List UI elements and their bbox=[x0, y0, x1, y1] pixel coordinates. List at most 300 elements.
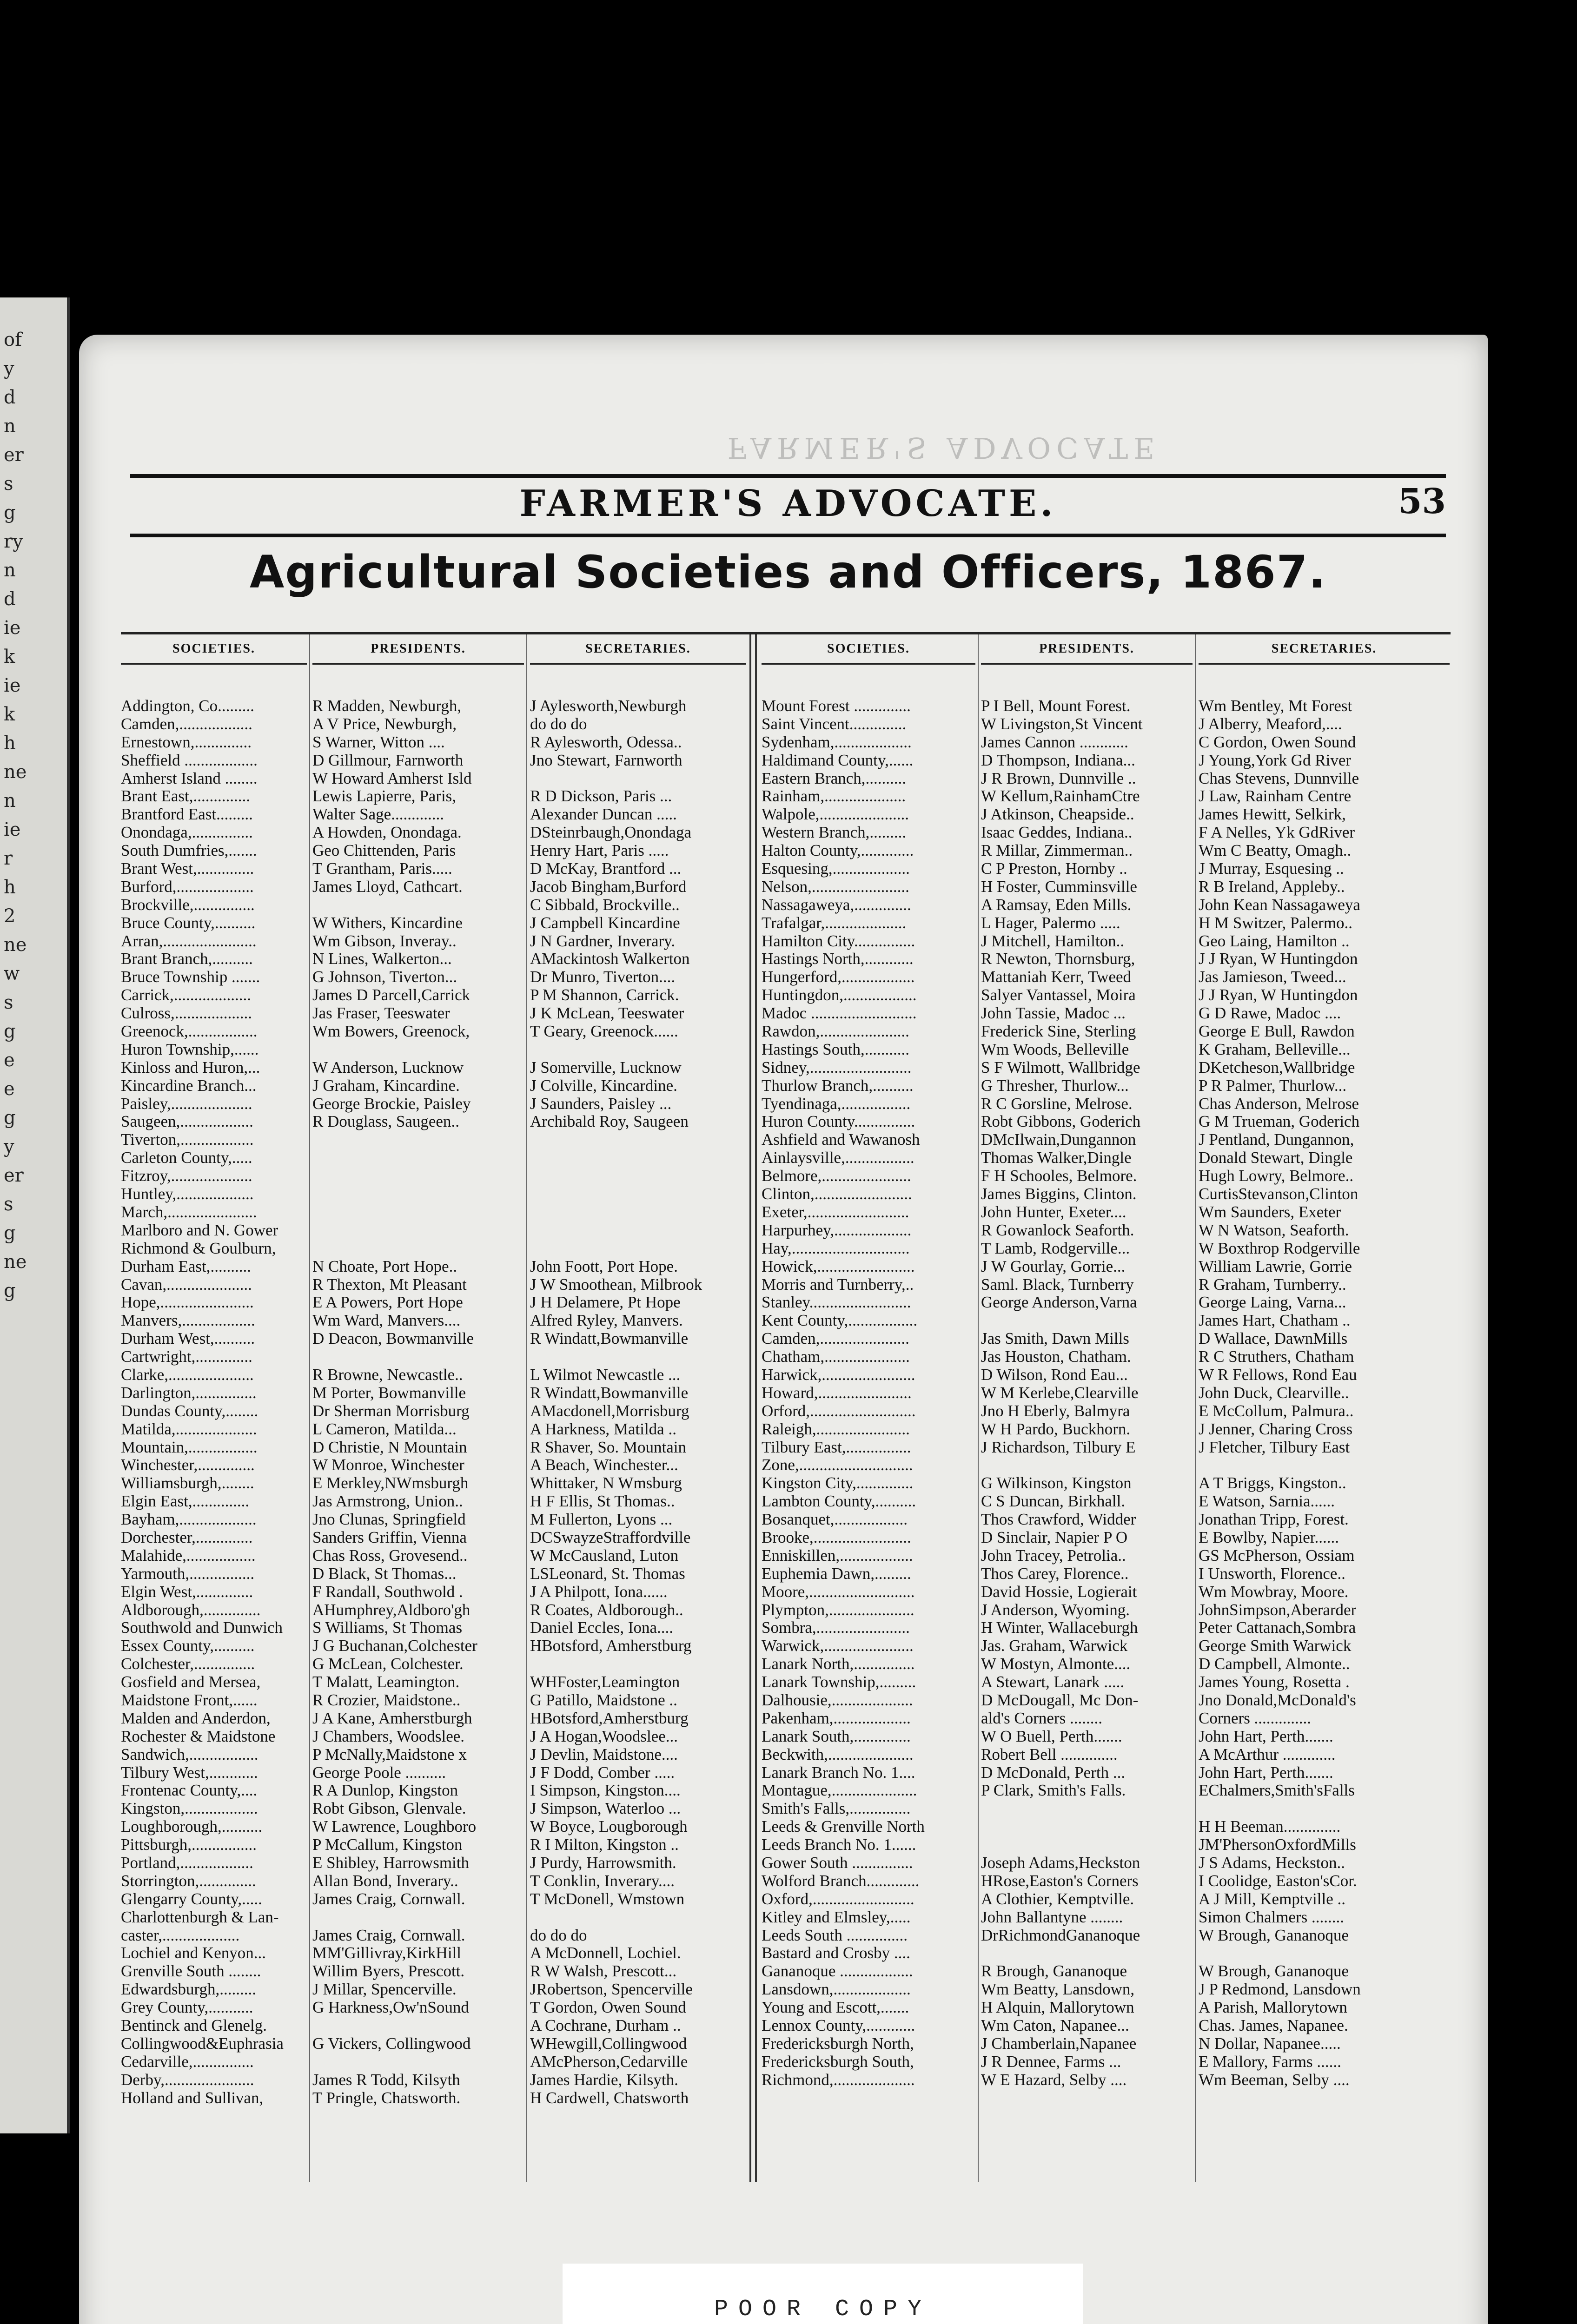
society-name: Warwick,...................... bbox=[762, 1637, 914, 1655]
society-name: Brant Branch,.......... bbox=[121, 950, 253, 968]
secretary-name: R Coates, Aldborough.. bbox=[530, 1600, 683, 1619]
president-name: A Clothier, Kemptville. bbox=[981, 1889, 1134, 1908]
left-presidents-column bbox=[312, 634, 524, 2182]
strip-fragment: er bbox=[4, 444, 24, 466]
president-name: D McDonald, Perth ... bbox=[981, 1763, 1126, 1782]
president-name: Frederick Sine, Sterling bbox=[981, 1022, 1136, 1041]
secretary-name: Simon Chalmers ........ bbox=[1199, 1908, 1345, 1926]
secretary-name: A Beach, Winchester... bbox=[530, 1456, 678, 1474]
secretary-name bbox=[530, 1041, 746, 1059]
secretary-name: Jno Stewart, Farnworth bbox=[530, 751, 682, 769]
secretary-name: D Campbell, Almonte.. bbox=[1199, 1655, 1350, 1673]
president-name: R Browne, Newcastle.. bbox=[312, 1365, 463, 1384]
society-name: Colchester,............... bbox=[121, 1655, 255, 1673]
secretary-name: George E Bull, Rawdon bbox=[1199, 1022, 1355, 1041]
secretary-name: HBotsford,Amherstburg bbox=[530, 1709, 689, 1727]
president-name: J R Dennee, Farms ... bbox=[981, 2052, 1121, 2071]
strip-fragment: g bbox=[4, 1021, 16, 1042]
president-name: Wm Bowers, Greenock, bbox=[312, 1022, 470, 1041]
society-name: Lanark South,.............. bbox=[762, 1727, 911, 1745]
society-name: Amherst Island ........ bbox=[121, 769, 258, 787]
secretary-name bbox=[530, 1185, 746, 1203]
secretary-name: A T Briggs, Kingston.. bbox=[1199, 1474, 1346, 1492]
page-header bbox=[130, 474, 1446, 537]
society-name: Ashfield and Wawanosh bbox=[762, 1130, 920, 1149]
society-name: Cartwright,.............. bbox=[121, 1347, 252, 1366]
society-name: Bosanquet,.................. bbox=[762, 1510, 908, 1529]
society-name: Hungerford,.................. bbox=[762, 968, 915, 986]
society-name: Pittsburgh,................ bbox=[121, 1835, 257, 1854]
president-name: W Monroe, Winchester bbox=[312, 1456, 464, 1474]
secretary-name: W McCausland, Luton bbox=[530, 1546, 679, 1565]
secretary-name: James Young, Rosetta . bbox=[1199, 1673, 1350, 1691]
secretary-name: Alexander Duncan ..... bbox=[530, 805, 677, 824]
president-name: AHumphrey,Aldboro'gh bbox=[312, 1600, 470, 1619]
society-name: Arran,....................... bbox=[121, 931, 257, 950]
president-name: T Grantham, Paris..... bbox=[312, 859, 452, 878]
president-name: G Wilkinson, Kingston bbox=[981, 1474, 1132, 1492]
poor-copy-stamp: POOR COPY bbox=[563, 2264, 1083, 2324]
society-name: Rochester & Maidstone bbox=[121, 1727, 276, 1745]
president-name: Thomas Walker,Dingle bbox=[981, 1149, 1132, 1167]
society-name: Harpurhey,................... bbox=[762, 1221, 912, 1239]
secretary-name: W Brough, Gananoque bbox=[1199, 1962, 1349, 1981]
society-name: Harwick,....................... bbox=[762, 1365, 915, 1384]
president-name: Jno Clunas, Springfield bbox=[312, 1510, 466, 1529]
secretary-name: R D Dickson, Paris ... bbox=[530, 787, 672, 805]
president-name: John Hunter, Exeter.... bbox=[981, 1202, 1126, 1221]
strip-fragment: n bbox=[4, 416, 16, 437]
society-name: Plympton,..................... bbox=[762, 1600, 914, 1619]
society-name: Leeds Branch No. 1...... bbox=[762, 1835, 916, 1854]
society-name: Maidstone Front,...... bbox=[121, 1690, 258, 1709]
society-name: Fredericksburgh South, bbox=[762, 2052, 914, 2071]
secretary-name: J W Smoothean, Milbrook bbox=[530, 1275, 702, 1294]
president-name bbox=[312, 896, 524, 914]
president-name: Jas Houston, Chatham. bbox=[981, 1347, 1131, 1366]
president-name bbox=[981, 1456, 1193, 1474]
society-name: Durham East,.......... bbox=[121, 1257, 251, 1275]
strip-fragment: k bbox=[4, 646, 15, 667]
president-name: James Lloyd, Cathcart. bbox=[312, 877, 463, 896]
secretary-name: EChalmers,Smith'sFalls bbox=[1199, 1781, 1355, 1800]
strip-fragment: d bbox=[4, 588, 16, 610]
strip-fragment: er bbox=[4, 1165, 24, 1186]
secretary-name: JRobertson, Spencerville bbox=[530, 1980, 693, 1999]
society-name: Onondaga,............... bbox=[121, 823, 253, 842]
secretary-name: A Harkness, Matilda .. bbox=[530, 1419, 676, 1438]
society-name: Bastard and Crosby .... bbox=[762, 1944, 910, 1962]
column-divider bbox=[1195, 634, 1196, 2182]
secretary-name bbox=[1199, 1944, 1450, 1962]
secretary-name: J P Redmond, Lansdown bbox=[1199, 1980, 1361, 1999]
strip-fragment: ie bbox=[4, 617, 21, 639]
president-name: T Lamb, Rodgerville... bbox=[981, 1239, 1130, 1257]
society-name: Darlington,............... bbox=[121, 1383, 257, 1402]
society-name: Rawdon,...................... bbox=[762, 1022, 909, 1041]
society-name: Halton County,............. bbox=[762, 841, 914, 860]
secretary-name: G Patillo, Maidstone .. bbox=[530, 1690, 677, 1709]
strip-fragment: ne bbox=[4, 761, 27, 783]
secretary-name bbox=[530, 1348, 746, 1366]
society-name: Collingwood&Euphrasia bbox=[121, 2034, 284, 2053]
society-name: Derby,...................... bbox=[121, 2070, 254, 2089]
president-name bbox=[312, 1240, 524, 1258]
president-name: G Harkness,Ow'nSound bbox=[312, 1998, 469, 2017]
society-name: Dundas County,........ bbox=[121, 1401, 258, 1420]
society-name: Pakenham,................... bbox=[762, 1709, 911, 1727]
secretary-name: A Parish, Mallorytown bbox=[1199, 1998, 1347, 2017]
secretary-name: C Gordon, Owen Sound bbox=[1199, 733, 1356, 751]
president-name bbox=[312, 1908, 524, 1927]
society-name: Cavan,..................... bbox=[121, 1275, 252, 1294]
society-name: Richmond,.................... bbox=[762, 2070, 915, 2089]
secretary-name: Archibald Roy, Saugeen bbox=[530, 1112, 689, 1131]
president-name: James R Todd, Kilsyth bbox=[312, 2070, 460, 2089]
secretary-name: A J Mill, Kemptville .. bbox=[1199, 1889, 1345, 1908]
secretary-name: Wm Bentley, Mt Forest bbox=[1199, 697, 1352, 715]
society-name: Huron County............... bbox=[762, 1112, 915, 1131]
society-name: Dalhousie,.................... bbox=[762, 1690, 913, 1709]
secretary-name: W Boyce, Lougborough bbox=[530, 1817, 688, 1836]
president-name: J Mitchell, Hamilton.. bbox=[981, 931, 1125, 950]
society-name: Yarmouth,................ bbox=[121, 1564, 255, 1583]
society-name: Walpole,...................... bbox=[762, 805, 909, 824]
president-name: R Millar, Zimmerman.. bbox=[981, 841, 1133, 860]
secretary-name: John Duck, Clearville.. bbox=[1199, 1383, 1349, 1402]
secretary-name: R Windatt,Bowmanville bbox=[530, 1383, 689, 1402]
secretary-name: Wm C Beatty, Omagh.. bbox=[1199, 841, 1352, 860]
president-name: George Poole .......... bbox=[312, 1763, 446, 1782]
president-name: David Hossie, Logierait bbox=[981, 1582, 1137, 1601]
society-name: Zone,............................ bbox=[762, 1456, 913, 1474]
secretary-name: T Gordon, Owen Sound bbox=[530, 1998, 686, 2017]
strip-fragment: w bbox=[4, 963, 20, 984]
center-double-rule bbox=[749, 634, 751, 2182]
president-name: M Porter, Bowmanville bbox=[312, 1383, 466, 1402]
secretary-name: Hugh Lowry, Belmore.. bbox=[1199, 1167, 1354, 1185]
president-name: R Douglass, Saugeen.. bbox=[312, 1112, 459, 1131]
society-name: Southwold and Dunwich bbox=[121, 1618, 283, 1637]
strip-fragment: s bbox=[4, 992, 13, 1013]
secretary-name: J Young,York Gd River bbox=[1199, 751, 1352, 769]
society-name: Portland,.................. bbox=[121, 1854, 253, 1872]
president-name: J Millar, Spencerville. bbox=[312, 1980, 457, 1999]
secretary-name: J Murray, Esquesing .. bbox=[1199, 859, 1344, 878]
secretary-name: I Coolidge, Easton'sCor. bbox=[1199, 1871, 1357, 1890]
society-name: Exeter,......................... bbox=[762, 1202, 909, 1221]
secretary-name: Jonathan Tripp, Forest. bbox=[1199, 1510, 1349, 1529]
secretary-name: J A Philpott, Iona...... bbox=[530, 1582, 668, 1601]
president-name bbox=[981, 1944, 1193, 1962]
secretary-name bbox=[1199, 1800, 1450, 1818]
society-name: Malden and Anderdon, bbox=[121, 1709, 271, 1727]
secretary-name: J S Adams, Heckston.. bbox=[1199, 1854, 1345, 1872]
society-name: Tyendinaga,................. bbox=[762, 1094, 911, 1113]
secretary-name bbox=[530, 1908, 746, 1927]
secretary-name bbox=[530, 1221, 746, 1240]
society-name: Chatham,..................... bbox=[762, 1347, 910, 1366]
president-name: D McDougall, Mc Don- bbox=[981, 1690, 1139, 1709]
right-presidents-column bbox=[981, 634, 1193, 2182]
secretary-name: C Sibbald, Brockville.. bbox=[530, 895, 680, 914]
president-name: Chas Ross, Grovesend.. bbox=[312, 1546, 468, 1565]
strip-fragment: of bbox=[4, 329, 22, 350]
president-name: A Howden, Onondaga. bbox=[312, 823, 462, 842]
secretary-name: L Wilmot Newcastle ... bbox=[530, 1365, 681, 1384]
society-name: Brockville,............... bbox=[121, 895, 255, 914]
society-name: Mountain,................. bbox=[121, 1438, 258, 1456]
society-name: Camden,...................... bbox=[762, 1329, 909, 1348]
column-header-presidents-right: PRESIDENTS. bbox=[981, 634, 1193, 665]
president-name: W H Pardo, Buckhorn. bbox=[981, 1419, 1131, 1438]
president-name: James D Parcell,Carrick bbox=[312, 986, 470, 1004]
secretary-name: AMcPherson,Cedarville bbox=[530, 2052, 688, 2071]
society-name: Burford,................... bbox=[121, 877, 254, 896]
secretary-name: Corners .............. bbox=[1199, 1709, 1312, 1727]
society-name: Belmore,...................... bbox=[762, 1167, 911, 1185]
president-name: Mattaniah Kerr, Tweed bbox=[981, 968, 1132, 986]
president-name: R Brough, Gananoque bbox=[981, 1962, 1127, 1981]
secretary-name: J Alberry, Meaford,.... bbox=[1199, 714, 1342, 733]
president-name: D Wilson, Rond Eau... bbox=[981, 1365, 1128, 1384]
society-name: Hay,............................. bbox=[762, 1239, 910, 1257]
secretary-name: J Aylesworth,Newburgh bbox=[530, 697, 687, 715]
secretary-name: J Fletcher, Tilbury East bbox=[1199, 1438, 1350, 1456]
secretary-name: W Boxthrop Rodgerville bbox=[1199, 1239, 1360, 1257]
president-name: S Warner, Witton .... bbox=[312, 733, 445, 751]
society-name: Marlboro and N. Gower bbox=[121, 1221, 278, 1239]
president-name: Robert Bell .............. bbox=[981, 1745, 1118, 1763]
president-name: G Vickers, Collingwood bbox=[312, 2034, 471, 2053]
society-name: Haldimand County,...... bbox=[762, 751, 914, 769]
society-name: caster,................... bbox=[121, 1926, 240, 1944]
society-name: Carrick,................... bbox=[121, 986, 251, 1004]
secretary-name: James Hart, Chatham .. bbox=[1199, 1311, 1351, 1330]
society-name: Smith's Falls,............... bbox=[762, 1799, 911, 1818]
president-name: D Sinclair, Napier P O bbox=[981, 1528, 1128, 1546]
society-name: Culross,................... bbox=[121, 1004, 252, 1023]
president-name: Wm Gibson, Inveray.. bbox=[312, 931, 457, 950]
strip-fragment: h bbox=[4, 733, 16, 754]
society-name: Gosfield and Mersea, bbox=[121, 1673, 261, 1691]
secretary-name: G D Rawe, Madoc .... bbox=[1199, 1004, 1341, 1023]
president-name: H Foster, Cumminsville bbox=[981, 877, 1137, 896]
secretary-name: John Hart, Perth....... bbox=[1199, 1763, 1333, 1782]
society-name: Howick,........................ bbox=[762, 1257, 915, 1275]
society-name: Kitley and Elmsley,..... bbox=[762, 1908, 911, 1926]
secretary-name: J J Ryan, W Huntingdon bbox=[1199, 986, 1358, 1004]
secretary-name: A Cochrane, Durham .. bbox=[530, 2016, 681, 2035]
society-name: Lennox County,............ bbox=[762, 2016, 915, 2035]
secretary-name: R Windatt,Bowmanville bbox=[530, 1329, 689, 1348]
president-name: H Winter, Wallaceburgh bbox=[981, 1618, 1138, 1637]
president-name: W M Kerlebe,Clearville bbox=[981, 1383, 1139, 1402]
president-name: F H Schooles, Belmore. bbox=[981, 1167, 1137, 1185]
secretary-name: WHewgill,Collingwood bbox=[530, 2034, 687, 2053]
society-name: Thurlow Branch,.......... bbox=[762, 1076, 914, 1095]
secretary-name: R I Milton, Kingston .. bbox=[530, 1835, 679, 1854]
strip-fragment: n bbox=[4, 560, 16, 581]
president-name: John Tracey, Petrolia.. bbox=[981, 1546, 1126, 1565]
society-name: Matilda,.................... bbox=[121, 1419, 257, 1438]
secretary-name: P M Shannon, Carrick. bbox=[530, 986, 679, 1004]
secretary-name: J J Ryan, W Huntingdon bbox=[1199, 950, 1358, 968]
president-name: W Lawrence, Loughboro bbox=[312, 1817, 477, 1836]
society-name: Cedarville,............... bbox=[121, 2052, 254, 2071]
president-name: Jas Fraser, Teeswater bbox=[312, 1004, 450, 1023]
society-name: Sombra,....................... bbox=[762, 1618, 910, 1637]
president-name: P I Bell, Mount Forest. bbox=[981, 697, 1131, 715]
society-name: Clinton,........................ bbox=[762, 1185, 912, 1203]
strip-fragment: s bbox=[4, 473, 13, 495]
society-name: Madoc .......................... bbox=[762, 1004, 917, 1023]
president-name: H Alquin, Mallorytown bbox=[981, 1998, 1134, 2017]
society-name: Malahide,................. bbox=[121, 1546, 256, 1565]
strip-fragment: y bbox=[4, 1136, 14, 1157]
society-name: Stanley......................... bbox=[762, 1293, 911, 1312]
secretary-name: Geo Laing, Hamilton .. bbox=[1199, 931, 1350, 950]
strip-fragment: r bbox=[4, 848, 13, 869]
secretary-name: R W Walsh, Prescott... bbox=[530, 1962, 677, 1981]
president-name: HRose,Easton's Corners bbox=[981, 1871, 1139, 1890]
society-name: Kingston,.................. bbox=[121, 1799, 258, 1818]
society-name: Raleigh,....................... bbox=[762, 1419, 910, 1438]
president-name bbox=[312, 1131, 524, 1149]
society-name: Williamsburgh,........ bbox=[121, 1474, 254, 1492]
secretary-name: E Bowlby, Napier...... bbox=[1199, 1528, 1339, 1546]
society-name: Bayham,................... bbox=[121, 1510, 257, 1529]
president-name: W O Buell, Perth....... bbox=[981, 1727, 1122, 1745]
president-name: T Pringle, Chatsworth. bbox=[312, 2088, 461, 2107]
society-name: Euphemia Dawn,......... bbox=[762, 1564, 911, 1583]
adjacent-page-strip bbox=[0, 297, 70, 2133]
president-name bbox=[312, 1221, 524, 1240]
society-name: Glengarry County,..... bbox=[121, 1889, 262, 1908]
secretary-name: D McKay, Brantford ... bbox=[530, 859, 682, 878]
society-name: Bentinck and Glenelg. bbox=[121, 2016, 267, 2035]
secretary-name: H Cardwell, Chatsworth bbox=[530, 2088, 689, 2107]
society-name: Winchester,.............. bbox=[121, 1456, 255, 1474]
secretary-name: J Simpson, Waterloo ... bbox=[530, 1799, 681, 1818]
president-name: S F Wilmott, Wallbridge bbox=[981, 1058, 1140, 1076]
president-name: George Anderson,Varna bbox=[981, 1293, 1137, 1312]
secretary-name: K Graham, Belleville... bbox=[1199, 1040, 1351, 1058]
society-name: Loughborough,.......... bbox=[121, 1817, 263, 1836]
society-name: Howard,....................... bbox=[762, 1383, 912, 1402]
secretary-name bbox=[530, 1655, 746, 1673]
society-name: Tilbury West,............ bbox=[121, 1763, 258, 1782]
president-name: Geo Chittenden, Paris bbox=[312, 841, 456, 860]
president-name: N Choate, Port Hope.. bbox=[312, 1257, 457, 1275]
president-name: E A Powers, Port Hope bbox=[312, 1293, 463, 1312]
president-name: DMcIlwain,Dungannon bbox=[981, 1130, 1136, 1149]
secretary-name: E Watson, Sarnia...... bbox=[1199, 1492, 1335, 1511]
society-name: Eastern Branch,.......... bbox=[762, 769, 907, 787]
society-name: Elgin East,.............. bbox=[121, 1492, 250, 1511]
society-name: Montague,..................... bbox=[762, 1781, 917, 1800]
society-name: Rainham,.................... bbox=[762, 787, 906, 805]
societies-table bbox=[121, 632, 1451, 2182]
secretary-name: J Purdy, Harrowsmith. bbox=[530, 1854, 676, 1872]
society-name: Brantford East......... bbox=[121, 805, 253, 824]
column-divider bbox=[978, 634, 979, 2182]
society-name: Nelson,........................ bbox=[762, 877, 909, 896]
secretary-name: R Shaver, So. Mountain bbox=[530, 1438, 686, 1456]
society-name: Nassagaweya,.............. bbox=[762, 895, 911, 914]
secretary-name: J A Hogan,Woodslee... bbox=[530, 1727, 678, 1745]
secretary-name: John Kean Nassagaweya bbox=[1199, 895, 1360, 914]
president-name: Jas Armstrong, Union.. bbox=[312, 1492, 463, 1511]
strip-fragment: n bbox=[4, 790, 16, 812]
society-name: Mount Forest .............. bbox=[762, 697, 911, 715]
secretary-name: D Wallace, DawnMills bbox=[1199, 1329, 1348, 1348]
president-name: MM'Gillivray,KirkHill bbox=[312, 1944, 461, 1962]
president-name bbox=[312, 1203, 524, 1221]
secretary-name: DCSwayzeStraffordville bbox=[530, 1528, 691, 1546]
society-name: Essex County,.......... bbox=[121, 1637, 255, 1655]
president-name: Lewis Lapierre, Paris, bbox=[312, 787, 457, 805]
secretary-name: HBotsford, Amherstburg bbox=[530, 1637, 692, 1655]
page-number: 53 bbox=[1398, 482, 1446, 522]
secretary-name: do do do bbox=[530, 1926, 587, 1944]
secretary-name: James Hewitt, Selkirk, bbox=[1199, 805, 1346, 824]
secretary-name: R Graham, Turnberry.. bbox=[1199, 1275, 1346, 1294]
society-name: Saint Vincent.............. bbox=[762, 714, 907, 733]
secretary-name bbox=[530, 1240, 746, 1258]
secretary-name: Jno Donald,McDonald's bbox=[1199, 1690, 1356, 1709]
president-name: Allan Bond, Inverary.. bbox=[312, 1871, 458, 1890]
secretary-name: Chas Anderson, Melrose bbox=[1199, 1094, 1359, 1113]
secretary-name: H M Switzer, Palermo.. bbox=[1199, 913, 1353, 932]
president-name: T Malatt, Leamington. bbox=[312, 1673, 460, 1691]
president-name: Walter Sage............. bbox=[312, 805, 444, 824]
secretary-name: A McArthur ............. bbox=[1199, 1745, 1336, 1763]
society-name: Hastings South,........... bbox=[762, 1040, 909, 1058]
president-name: Wm Caton, Napanee... bbox=[981, 2016, 1129, 2035]
column-header-societies: SOCIETIES. bbox=[121, 634, 307, 665]
secretary-name: J Somerville, Lucknow bbox=[530, 1058, 682, 1076]
society-name: Hope,....................... bbox=[121, 1293, 254, 1312]
secretary-name: DSteinrbaugh,Onondaga bbox=[530, 823, 692, 842]
society-name: Saugeen,.................. bbox=[121, 1112, 253, 1131]
president-name: Jno H Eberly, Balmyra bbox=[981, 1401, 1130, 1420]
secretary-name bbox=[530, 770, 746, 788]
secretary-name: AMackintosh Walkerton bbox=[530, 950, 690, 968]
strip-fragment: g bbox=[4, 1222, 16, 1244]
president-name: D Thompson, Indiana... bbox=[981, 751, 1135, 769]
president-name: Dr Sherman Morrisburg bbox=[312, 1401, 470, 1420]
president-name: Isaac Geddes, Indiana.. bbox=[981, 823, 1133, 842]
society-name: Esquesing,................... bbox=[762, 859, 910, 878]
president-name: R Crozier, Maidstone.. bbox=[312, 1690, 461, 1709]
society-name: Sidney,......................... bbox=[762, 1058, 912, 1076]
society-name: Tiverton,.................. bbox=[121, 1130, 254, 1149]
secretary-name: P R Palmer, Thurlow... bbox=[1199, 1076, 1347, 1095]
society-name: Bruce Township ....... bbox=[121, 968, 260, 986]
society-name: Huntley,................... bbox=[121, 1185, 254, 1203]
society-name: Trafalgar,.................... bbox=[762, 913, 907, 932]
secretary-name: G M Trueman, Goderich bbox=[1199, 1112, 1360, 1131]
president-name: R Gowanlock Seaforth. bbox=[981, 1221, 1134, 1239]
president-name: R Madden, Newburgh, bbox=[312, 697, 462, 715]
society-name: Ernestown,.............. bbox=[121, 733, 252, 751]
secretary-name: Wm Beeman, Selby .... bbox=[1199, 2070, 1350, 2089]
strip-fragment: e bbox=[4, 1050, 15, 1071]
president-name: C P Preston, Hornby .. bbox=[981, 859, 1127, 878]
society-name: Ainlaysville,................. bbox=[762, 1149, 914, 1167]
society-name: Fitzroy,.................... bbox=[121, 1167, 252, 1185]
